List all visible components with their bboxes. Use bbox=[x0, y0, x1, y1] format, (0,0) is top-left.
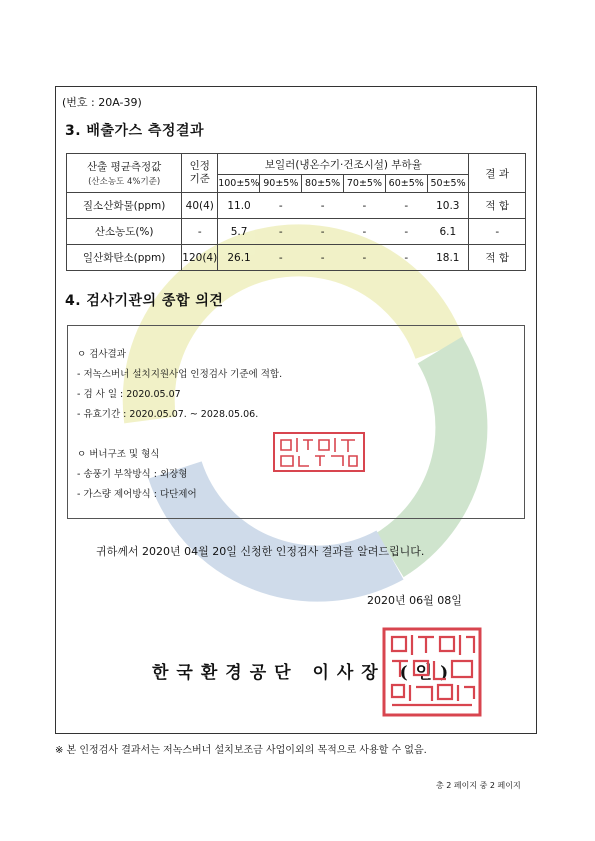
table-row bbox=[67, 219, 526, 245]
result-cell: - bbox=[469, 219, 526, 245]
notice-text: 귀하께서 2020년 04월 20일 신청한 인정검사 결과를 알려드립니다. bbox=[96, 545, 425, 558]
section-3-title: 3. 배출가스 측정결과 bbox=[65, 123, 204, 139]
value-cell: - bbox=[302, 245, 344, 271]
item-cell: 산소농도(%) bbox=[67, 219, 182, 245]
load-level-header: 70±5% bbox=[344, 175, 386, 193]
load-level-header: 100±5% bbox=[218, 175, 260, 193]
value-cell: - bbox=[260, 193, 302, 219]
value-cell: - bbox=[344, 193, 386, 219]
value-cell: - bbox=[385, 193, 427, 219]
standard-cell: 40(4) bbox=[182, 193, 218, 219]
value-cell: 5.7 bbox=[218, 219, 260, 245]
page-info: 총 2 페이지 중 2 페이지 bbox=[436, 781, 521, 790]
inspector-seal bbox=[273, 432, 365, 472]
signature-line: 한국환경공단 이사장 (인) bbox=[152, 663, 457, 683]
value-cell: 6.1 bbox=[427, 219, 469, 245]
result-header-cell: 결 과 bbox=[469, 154, 526, 193]
opinion-box bbox=[67, 325, 525, 519]
load-level-header: 60±5% bbox=[385, 175, 427, 193]
opinion-heading-burner: ㅇ 버너구조 및 형식 bbox=[77, 449, 160, 460]
emission-results-table bbox=[66, 153, 526, 271]
standard-header-cell: 인정 기준 bbox=[182, 154, 218, 193]
doc-number: (번호 : 20A-39) bbox=[62, 96, 142, 109]
item-header-cell: 산출 평균측정값 (산소농도 4%기준) bbox=[67, 154, 182, 193]
load-level-header: 90±5% bbox=[260, 175, 302, 193]
section-4-title: 4. 검사기관의 종합 의견 bbox=[65, 293, 224, 309]
result-cell: 적 합 bbox=[469, 193, 526, 219]
official-seal bbox=[382, 627, 482, 717]
value-cell: 11.0 bbox=[218, 193, 260, 219]
issue-date: 2020년 06월 08일 bbox=[367, 594, 462, 607]
value-cell: - bbox=[344, 219, 386, 245]
opinion-line: - 가스량 제어방식 : 다단제어 bbox=[77, 489, 197, 500]
value-cell: 18.1 bbox=[427, 245, 469, 271]
item-cell: 일산화탄소(ppm) bbox=[67, 245, 182, 271]
opinion-heading-result: ㅇ 검사결과 bbox=[77, 349, 126, 360]
value-cell: - bbox=[344, 245, 386, 271]
value-cell: - bbox=[385, 245, 427, 271]
value-cell: - bbox=[302, 193, 344, 219]
value-cell: 26.1 bbox=[218, 245, 260, 271]
value-cell: - bbox=[260, 219, 302, 245]
load-level-header: 80±5% bbox=[302, 175, 344, 193]
opinion-line: - 유효기간 : 2020.05.07. ~ 2028.05.06. bbox=[77, 409, 259, 420]
load-rate-header-cell: 보일러(냉온수기·건조시설) 부하율 bbox=[218, 154, 469, 175]
load-level-header: 50±5% bbox=[427, 175, 469, 193]
table-row bbox=[67, 193, 526, 219]
opinion-line: - 저녹스버너 설치지원사업 인정검사 기준에 적합. bbox=[77, 369, 283, 380]
table-row bbox=[67, 245, 526, 271]
standard-cell: 120(4) bbox=[182, 245, 218, 271]
footnote: ※ 본 인정검사 결과서는 저녹스버너 설치보조금 사업이외의 목적으로 사용할 수 없음. bbox=[55, 745, 427, 756]
value-cell: - bbox=[260, 245, 302, 271]
value-cell: - bbox=[302, 219, 344, 245]
value-cell: 10.3 bbox=[427, 193, 469, 219]
opinion-line: - 송풍기 부착방식 : 외장형 bbox=[77, 469, 188, 480]
opinion-line: - 검 사 일 : 2020.05.07 bbox=[77, 389, 181, 400]
result-cell: 적 합 bbox=[469, 245, 526, 271]
value-cell: - bbox=[385, 219, 427, 245]
standard-cell: - bbox=[182, 219, 218, 245]
item-cell: 질소산화물(ppm) bbox=[67, 193, 182, 219]
